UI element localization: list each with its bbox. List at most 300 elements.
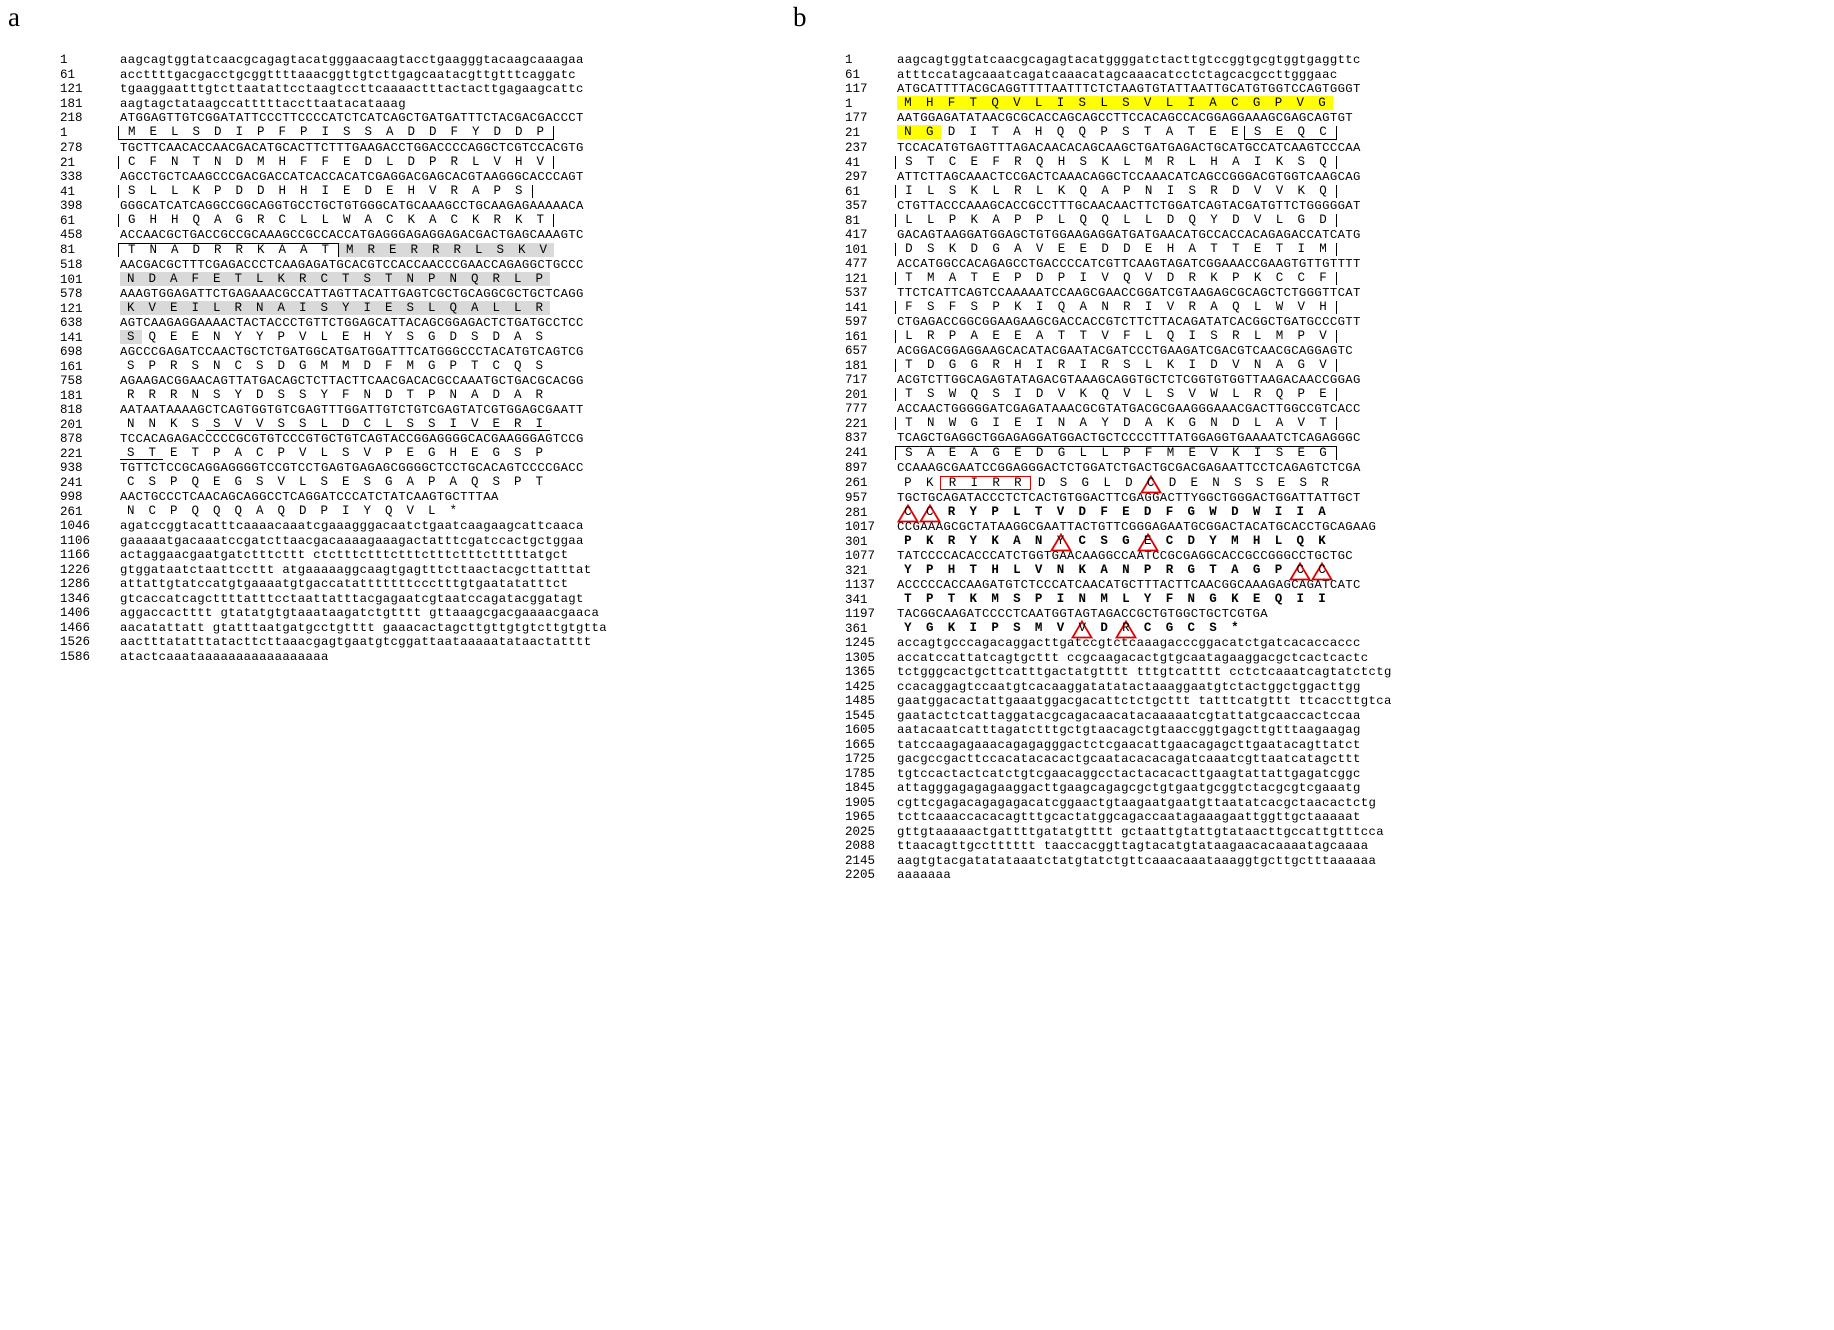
residue: K [1231, 591, 1239, 606]
residue: E [384, 300, 393, 315]
residue: N [363, 387, 371, 402]
residue: G [234, 474, 242, 489]
sequence-position-number: 1845 [845, 781, 876, 795]
residue: Q [148, 329, 156, 344]
sequence-row [60, 286, 760, 301]
residue: A [513, 387, 522, 402]
nucleotide-sequence: CTGTTACCCAAAGCACCGCCTTTGCAACAACTTCTGGATCAGTACGATGTTCTGGGGGAT [897, 199, 1361, 213]
residue: N [148, 416, 156, 431]
sequence-position-number: 2145 [845, 853, 876, 868]
residue: V [1123, 386, 1131, 401]
residue: H [278, 183, 286, 198]
sequence-row [845, 184, 1725, 199]
residue: L [320, 416, 328, 431]
residue: S [212, 416, 221, 431]
residue: R [450, 154, 458, 169]
residue: G [992, 241, 1000, 256]
residue: A [1100, 562, 1108, 577]
sequence-position-number: 897 [845, 461, 868, 475]
sequence-position-number: 1305 [845, 650, 876, 665]
residue: T [991, 124, 999, 139]
sequence-row [845, 358, 1725, 373]
nucleotide-sequence: atactcaaataaaaaaaaaaaaaaaaa [120, 649, 329, 664]
sequence-position-number: 121 [845, 271, 868, 286]
sequence-position-number: 1665 [845, 737, 876, 752]
residue: R [148, 387, 156, 402]
residue: E [342, 154, 351, 169]
sequence-position-number: 241 [845, 445, 868, 460]
residue: S [992, 386, 1000, 401]
residue: D [926, 357, 935, 372]
sequence-position-number: 1226 [60, 562, 91, 577]
residue: T [535, 474, 543, 489]
residue: H [363, 329, 371, 344]
sequence-row [60, 140, 760, 155]
residue: A [970, 328, 979, 343]
nucleotide-sequence: TGCTGCAGATACCCTCTCACTGTGGACTTCGAGGACTTYGGCTGGGACTGGATTATTGCT [897, 491, 1361, 505]
residue: Q [1275, 386, 1284, 401]
sequence-row [60, 591, 760, 606]
sequence-position-number: 1406 [60, 606, 91, 620]
residue: S [212, 387, 221, 402]
residue: R [1123, 299, 1131, 314]
nucleotide-sequence: ACGGACGGAGGAAGCACATACGAATACGATCCCTGAAGATCGACGTCAACGCAGGAGTC [897, 344, 1354, 358]
residue: P [991, 620, 999, 635]
sequence-position-number: 181 [60, 96, 83, 111]
sequence-row [60, 242, 760, 258]
residue: F [905, 299, 913, 314]
nucleotide-sequence: AATGGAGATATAACGCGCACCAGCAGCCTTCCACAGCCACGGAGGAAAGCGAGCAGTGT [897, 111, 1354, 125]
residue: I [969, 620, 978, 635]
residue: P [169, 503, 178, 518]
residue: N [1144, 183, 1153, 198]
residue: A [1035, 328, 1044, 343]
residue: L [1165, 95, 1174, 110]
residue: K [192, 183, 200, 198]
domain-box [118, 126, 554, 141]
residue: N [1057, 415, 1066, 430]
residue: P [948, 328, 957, 343]
residue: Q [1057, 299, 1066, 314]
residue: D [213, 124, 222, 139]
residue: P [925, 562, 934, 577]
residue: E [992, 328, 1000, 343]
nucleotide-sequence: actaggaacgaatgatctttcttt ctctttctttctttctttctttctttttatgct [120, 548, 569, 562]
residue: S [1079, 154, 1088, 169]
residue: Q [1297, 124, 1305, 139]
residue: T [905, 357, 913, 372]
residue: N [126, 271, 135, 286]
nucleotide-sequence: tatccaagagaaacagagagggactctcgaacattgaacagagcttgaatacagttatct [897, 737, 1361, 752]
sequence-row [60, 460, 760, 475]
residue: N [1187, 591, 1196, 606]
sequence-row [60, 155, 760, 170]
residue: L [212, 300, 221, 315]
residue: R [453, 242, 461, 257]
residue: I [1166, 183, 1175, 198]
residue: S [1122, 95, 1130, 110]
residue: D [407, 124, 415, 139]
residue: G [1252, 562, 1261, 577]
residue: S [277, 387, 285, 402]
residue: P [427, 387, 436, 402]
residue: S [926, 386, 935, 401]
sequence-row [60, 388, 760, 403]
residue: H [1014, 357, 1022, 372]
residue: G [970, 357, 979, 372]
residue: T [969, 562, 978, 577]
residue: V [1275, 183, 1284, 198]
residue: L [1123, 212, 1131, 227]
sequence-row [845, 606, 1725, 621]
residue: I [321, 124, 329, 139]
residue: A [1079, 299, 1088, 314]
residue: S [126, 358, 135, 373]
sequence-row [845, 125, 1725, 141]
sequence-row [845, 838, 1725, 853]
residue: I [1035, 415, 1044, 430]
residue: R [410, 242, 418, 257]
residue: L [1253, 328, 1262, 343]
residue: L [474, 242, 483, 257]
sequence-position-number: 141 [60, 330, 83, 345]
residue: V [1143, 95, 1152, 110]
sequence-row [845, 300, 1725, 315]
sequence-position-number: 241 [60, 475, 83, 490]
residue: K [1166, 415, 1175, 430]
nucleotide-sequence: AGCCCGAGATCCAACTGCTCTGATGGCATGATGGATTTCATGGGCCCTACATGTCAGTCG [120, 345, 584, 359]
sequence-row [845, 722, 1725, 737]
residue: T [192, 154, 200, 169]
residue: D [1101, 241, 1109, 256]
residue: D [364, 183, 372, 198]
residue: T [905, 386, 913, 401]
sequence-row [60, 620, 760, 635]
residue: P [904, 533, 912, 548]
red-triangle-annotation: Y [1050, 535, 1072, 548]
residue: F [341, 387, 350, 402]
residue: K [1232, 445, 1240, 460]
sequence-row [60, 213, 760, 228]
residue: V [1144, 270, 1153, 285]
residue: S [277, 416, 285, 431]
sequence-position-number: 121 [60, 301, 83, 316]
residue: D [256, 183, 265, 198]
residue: T [127, 242, 136, 257]
nucleotide-sequence: ACCAACTGGGGGATCGAGATAAACGCGTATGACGCGAAGGGAAACGACTTGGCCGTCACC [897, 402, 1361, 416]
sequence-position-number: 1725 [845, 752, 876, 766]
residue: S [298, 387, 307, 402]
residue: R [256, 212, 265, 227]
domain-box [118, 185, 533, 199]
nucleotide-sequence: TGCTTCAACACCAACGACATGCACTTCTTTGAAGACCTGGACCCCAGGCTCGTCCACGTG [120, 141, 584, 155]
residue: P [536, 124, 544, 139]
residue: A [970, 445, 979, 460]
residue: E [970, 154, 979, 169]
residue: K [407, 212, 415, 227]
residue: E [1252, 591, 1261, 606]
amino-acid-sequence [897, 475, 1336, 491]
residue: A [1013, 533, 1021, 548]
residue: D [1166, 212, 1175, 227]
residue: R [235, 242, 243, 257]
residue: I [1296, 504, 1304, 519]
sequence-row [60, 402, 760, 417]
residue: V [1253, 212, 1262, 227]
residue: H [1166, 241, 1175, 256]
residue: T [1209, 562, 1217, 577]
residue: I [1144, 299, 1153, 314]
sequence-position-number: 777 [845, 402, 868, 416]
nucleotide-sequence: aacatattatt gtatttaatgatgcctgtttt gaaacactagcttgttgtgtcttgtgtta [120, 620, 607, 635]
amino-acid-sequence [897, 125, 1337, 141]
shaded-region [120, 272, 550, 286]
sequence-row [845, 577, 1725, 592]
residue: E [1190, 475, 1199, 490]
residue: P [1143, 562, 1152, 577]
residue: S [948, 183, 957, 198]
residue: D [298, 503, 307, 518]
residue: P [1034, 591, 1043, 606]
shaded-region [120, 301, 550, 315]
nucleotide-sequence: gaatggacactattgaaatggacgacattctctgcttt tatttcatgttt ttcaccttgtca [897, 694, 1392, 708]
residue: Y [234, 329, 242, 344]
residue: I [298, 300, 307, 315]
sequence-position-number: 338 [60, 170, 83, 184]
domain-box [1244, 126, 1337, 141]
residue: P [1035, 212, 1044, 227]
residue: G [992, 445, 1000, 460]
residue: E [1209, 124, 1217, 139]
residue: V [1013, 95, 1021, 110]
residue: V [1296, 95, 1304, 110]
residue: M [256, 154, 265, 169]
sequence-position-number: 21 [60, 155, 76, 170]
residue: K [1275, 154, 1284, 169]
sequence-row [60, 315, 760, 330]
sequence-position-number: 101 [845, 242, 868, 257]
sequence-row [845, 475, 1725, 491]
residue: S [255, 358, 264, 373]
sequence-position-number: 161 [845, 329, 868, 344]
residue: E [341, 329, 350, 344]
residue: F [1144, 445, 1153, 460]
residue: G [925, 124, 934, 139]
residue: Q [212, 503, 221, 518]
residue: D [1210, 357, 1218, 372]
amino-acid-sequence [897, 563, 1333, 577]
residue: V [539, 242, 547, 257]
residue: S [535, 358, 543, 373]
nucleotide-sequence: ATGGAGTTGTCGGATATTCCCTTCCCCATCTCATCAGCTGATGATTTCTACGACGACCCT [120, 111, 584, 125]
sequence-position-number: 578 [60, 287, 83, 301]
residue [1050, 535, 1072, 548]
sequence-position-number: 477 [845, 257, 868, 271]
residue: V [1188, 386, 1197, 401]
residue: Q [1101, 212, 1109, 227]
residue: C [1165, 533, 1174, 548]
residue: S [406, 416, 414, 431]
sequence-position-number: 537 [845, 286, 868, 300]
sequence-position-number: 321 [845, 563, 868, 578]
sequence-position-number: 417 [845, 228, 868, 242]
residue [919, 506, 941, 519]
sequence-position-number: 698 [60, 345, 83, 359]
residue: D [1078, 504, 1087, 519]
residue: R [513, 416, 522, 431]
residue: E [1188, 445, 1197, 460]
sequence-position-number: 1466 [60, 620, 91, 635]
nucleotide-sequence: aatacaatcatttagatctttgctgtaacagctgtaaccggtgagcttgtttaagaagag [897, 723, 1361, 737]
residue: L [1144, 386, 1153, 401]
nucleotide-sequence: gtggataatctaattccttt atgaaaaaggcaagtgagtttcttaactacgcttatttat [120, 562, 592, 577]
residue: D [1232, 415, 1240, 430]
sequence-row [845, 795, 1725, 810]
residue: K [1057, 183, 1066, 198]
residue: K [970, 212, 979, 227]
sequence-row [60, 533, 760, 548]
sequence-row [845, 534, 1725, 549]
residue: M [345, 242, 354, 257]
sequence-row [60, 125, 760, 141]
residue: Y [1101, 415, 1109, 430]
residue: W [1275, 299, 1284, 314]
residue: L [1122, 591, 1130, 606]
sequence-row [60, 110, 760, 125]
sequence-position-number: 297 [845, 170, 868, 184]
residue: V [1166, 299, 1175, 314]
residue: P [1123, 183, 1131, 198]
sequence-row [845, 621, 1725, 636]
residue: L [1103, 475, 1111, 490]
residue: A [1232, 154, 1240, 169]
sequence-row [60, 373, 760, 388]
residue: D [1232, 183, 1240, 198]
residue: L [255, 271, 264, 286]
amino-acid-sequence [120, 446, 550, 461]
sequence-position-number: 1 [845, 53, 853, 67]
sequence-row [60, 198, 760, 213]
amino-acid-sequence [897, 242, 1337, 257]
residue: L [1275, 212, 1284, 227]
residue: H [947, 562, 956, 577]
residue: Y [384, 329, 393, 344]
amino-acid-sequence [120, 388, 550, 402]
residue: V [1101, 270, 1109, 285]
sequence-row [845, 505, 1725, 520]
nucleotide-sequence: accagtgcccagacaggacttgatccgtctcaaagacccggacatctgatcacaccaccc [897, 636, 1361, 650]
sequence-row [60, 576, 760, 591]
residue: L [1144, 328, 1153, 343]
sequence-position-number: 657 [845, 344, 868, 358]
residue: E [406, 445, 414, 460]
residue: H [514, 154, 523, 169]
residue: C [148, 503, 156, 518]
residue: I [1014, 386, 1022, 401]
sequence-row [845, 169, 1725, 184]
residue: P [169, 474, 178, 489]
residue: G [235, 212, 243, 227]
sequence-position-number: 597 [845, 315, 868, 329]
residue: S [406, 300, 414, 315]
sequence-row [845, 416, 1725, 431]
residue: A [255, 503, 264, 518]
residue: N [255, 300, 264, 315]
residue: E [169, 300, 178, 315]
nucleotide-sequence: tctgggcactgcttcatttgactatgtttt tttgtcatttt cctctcaaatcagtatctctg [897, 665, 1392, 679]
sequence-row [60, 475, 760, 490]
sequence-position-number: 1425 [845, 679, 876, 694]
residue: M [926, 270, 935, 285]
residue: Q [1078, 124, 1087, 139]
residue: E [169, 329, 178, 344]
residue: V [493, 154, 501, 169]
residue: A [234, 445, 242, 460]
residue: S [1297, 154, 1305, 169]
residue: G [1318, 95, 1326, 110]
residue: R [948, 475, 957, 490]
residue: P [299, 124, 308, 139]
sequence-row [845, 693, 1725, 708]
sequence-position-number: 181 [60, 388, 83, 403]
amino-acid-sequence [120, 242, 554, 258]
residue: I [1079, 270, 1088, 285]
sequence-position-number: 1605 [845, 723, 876, 737]
sequence-row [60, 605, 760, 620]
residue: T [536, 212, 544, 227]
sequence-row [845, 766, 1725, 781]
sequence-row [845, 650, 1725, 665]
residue: M [406, 358, 414, 373]
nucleotide-sequence: cgttcgagacagagagacatcggaactgtaagaatgaatgttaatatcacgctaacactctg [897, 795, 1377, 810]
residue: K [1210, 270, 1218, 285]
residue: H [170, 212, 179, 227]
sequence-position-number: 1166 [60, 548, 91, 562]
residue: D [1187, 533, 1196, 548]
residue: I [1188, 328, 1197, 343]
amino-acid-sequence [120, 417, 550, 432]
residue: D [1166, 270, 1175, 285]
residue: Y [320, 387, 328, 402]
residue: I [1079, 357, 1088, 372]
sequence-position-number: 121 [60, 82, 83, 96]
residue: P [1232, 270, 1240, 285]
residue: D [1123, 415, 1131, 430]
residue: G [1252, 95, 1261, 110]
residue: A [1144, 415, 1153, 430]
nucleotide-sequence: ACGTCTTGGCAGAGTATAGACGTAAAGCAGGTGCTCTCGGTGTGGTTAAGACAACCGGAG [897, 373, 1361, 387]
residue: L [321, 212, 329, 227]
residue: K [969, 591, 978, 606]
residue: S [1253, 124, 1262, 139]
residue: I [1318, 591, 1326, 606]
residue: N [212, 358, 221, 373]
sequence-position-number: 1785 [845, 766, 876, 781]
sequence-position-number: 458 [60, 228, 83, 242]
sequence-position-number: 1286 [60, 577, 91, 591]
amino-acid-sequence [120, 359, 550, 373]
residue: P [948, 212, 957, 227]
residue: T [905, 415, 913, 430]
residue: M [991, 591, 999, 606]
residue: D [1319, 212, 1327, 227]
sequence-row [845, 445, 1725, 461]
residue: T [470, 358, 479, 373]
residue: K [1166, 357, 1175, 372]
residue: L [1013, 504, 1021, 519]
residue: I [1296, 591, 1304, 606]
residue: Q [1079, 212, 1088, 227]
